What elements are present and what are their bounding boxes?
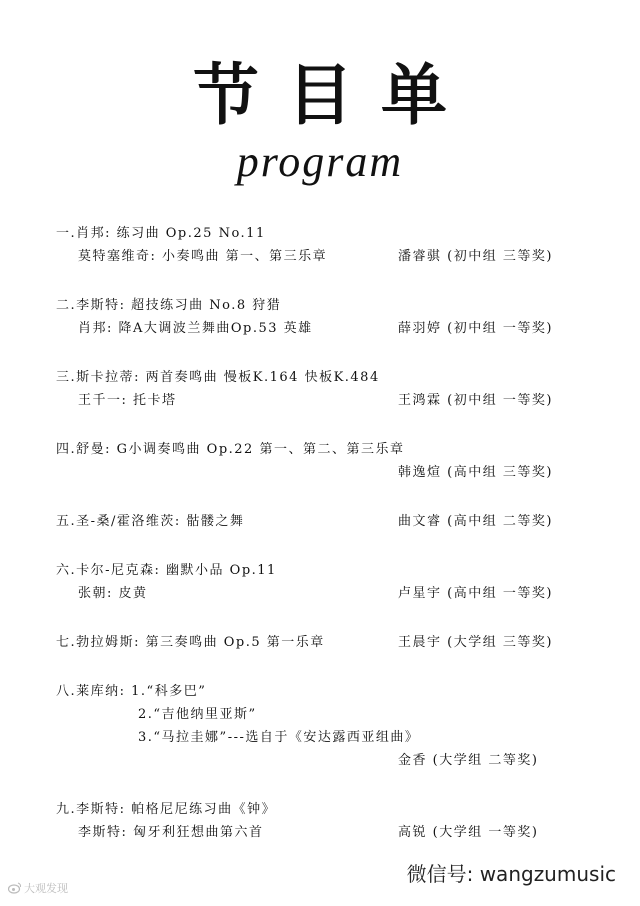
wechat-watermark: 微信号: wangzumusic [406, 862, 616, 886]
weibo-watermark [8, 880, 68, 897]
piece-text: 二.李斯特: 超技练习曲 No.8 狩猎 [56, 298, 282, 313]
program-line [56, 582, 586, 605]
program-line [56, 559, 586, 582]
piece-text: 七.勃拉姆斯: 第三奏鸣曲 Op.5 第一乐章 [56, 635, 325, 650]
program-line [56, 461, 586, 484]
program-line [56, 726, 586, 749]
program-line [56, 680, 586, 703]
performer-award: 王鸿霖 (初中组 一等奖) [398, 393, 553, 408]
program-line [56, 703, 586, 726]
performer-award: 潘睿骐 (初中组 三等奖) [398, 249, 553, 264]
piece-text: 2.“吉他纳里亚斯” [138, 707, 257, 722]
program-item [56, 680, 586, 772]
piece-text: 三.斯卡拉蒂: 两首奏鸣曲 慢板K.164 快板K.484 [56, 370, 380, 385]
piece-text: 六.卡尔-尼克森: 幽默小品 Op.11 [56, 563, 277, 578]
performer-award: 金香 (大学组 二等奖) [398, 753, 539, 768]
program-line [56, 317, 586, 340]
program-line [56, 798, 586, 821]
program-line [56, 821, 586, 844]
performer-award: 王晨宇 (大学组 三等奖) [398, 635, 553, 650]
program-item [56, 366, 586, 412]
program-item [56, 559, 586, 605]
piece-text: 一.肖邦: 练习曲 Op.25 No.11 [56, 226, 266, 241]
performer-award: 曲文睿 (高中组 二等奖) [398, 514, 553, 529]
program-item [56, 294, 586, 340]
program-item [56, 438, 586, 484]
program-item [56, 798, 586, 844]
program-item [56, 631, 586, 654]
piece-text: 九.李斯特: 帕格尼尼练习曲《钟》 [56, 802, 277, 817]
piece-text: 李斯特: 匈牙利狂想曲第六首 [78, 825, 264, 840]
program-title-en: program [236, 137, 404, 186]
piece-text: 肖邦: 降A大调波兰舞曲Op.53 英雄 [78, 321, 313, 336]
performer-award: 卢星宇 (高中组 一等奖) [398, 586, 553, 601]
performer-award: 薛羽婷 (初中组 一等奖) [398, 321, 553, 336]
piece-text: 四.舒曼: G小调奏鸣曲 Op.22 第一、第二、第三乐章 [56, 442, 405, 457]
program-item [56, 222, 586, 268]
program-line [56, 389, 586, 412]
program-line [56, 366, 586, 389]
piece-text: 五.圣-桑/霍洛维茨: 骷髅之舞 [56, 514, 245, 529]
performer-award: 高锐 (大学组 一等奖) [398, 825, 539, 840]
program-line [56, 631, 586, 654]
weibo-icon [8, 882, 22, 897]
performer-award: 韩逸煊 (高中组 三等奖) [398, 465, 553, 480]
piece-text: 八.莱库纳: 1.“科多巴” [56, 684, 207, 699]
program-line [56, 438, 586, 461]
piece-text: 王千一: 托卡塔 [78, 393, 177, 408]
program-line [56, 749, 586, 772]
program-title-cn: 节目单 [193, 56, 475, 134]
weibo-watermark-text: 大观发现 [24, 882, 68, 895]
program-line [56, 222, 586, 245]
program-line [56, 294, 586, 317]
piece-text: 莫特塞维奇: 小奏鸣曲 第一、第三乐章 [78, 249, 328, 264]
program-list [56, 222, 586, 870]
program-line [56, 510, 586, 533]
program-item [56, 510, 586, 533]
program-line [56, 245, 586, 268]
piece-text: 张朝: 皮黄 [78, 586, 148, 601]
piece-text: 3.“马拉圭娜”---选自于《安达露西亚组曲》 [138, 730, 420, 745]
